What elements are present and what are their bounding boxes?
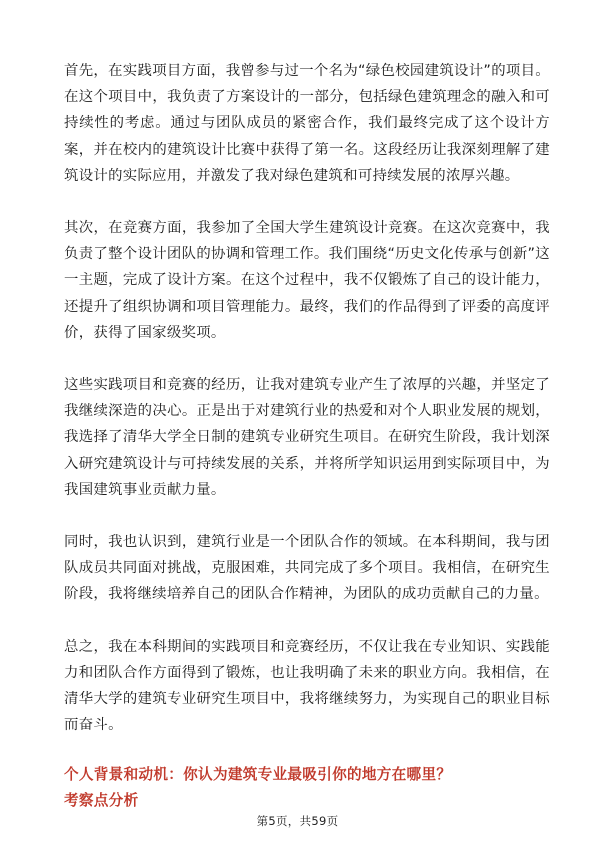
- paragraph-teamwork: 同时，我也认识到，建筑行业是一个团队合作的领域。在本科期间，我与团队成员共同面对挑战，克服困难，共同完成了多个项目。我相信，在研究生阶段，我将继续培养自己的团队合作精神，为团队的成功贡献自己的力量。: [64, 534, 550, 603]
- paragraph-motivation: 这些实践项目和竞赛的经历，让我对建筑专业产生了浓厚的兴趣，并坚定了我继续深造的决心。正是出于对建筑行业的热爱和对个人职业发展的规划，我选择了清华大学全日制的建筑专业研究生项目。在研究生阶段，我计划深入研究建筑设计与可持续发展的关系，并将所学知识运用到实际项目中，为我国建筑事业贡献力量。: [64, 377, 550, 498]
- analysis-subheading: 考察点分析: [64, 792, 139, 810]
- paragraph-conclusion: 总之，我在本科期间的实践项目和竞赛经历，不仅让我在专业知识、实践能力和团队合作方面得到了锻炼，也让我明确了未来的职业方向。我相信，在清华大学的建筑专业研究生项目中，我将继续努力，为实现自己的职业目标而奋斗。: [64, 638, 550, 734]
- question-heading: 个人背景和动机：你认为建筑专业最吸引你的地方在哪里？: [64, 766, 452, 784]
- paragraph-practice-project: 首先，在实践项目方面，我曾参与过一个名为“绿色校园建筑设计”的项目。在这个项目中，我负责了方案设计的一部分，包括绿色建筑理念的融入和可持续性的考虑。通过与团队成员的紧密合作，我们最终完成了这个设计方案，并在校内的建筑设计比赛中获得了第一名。这段经历让我深刻理解了建筑设计的实际应用，并激发了我对绿色建筑和可持续发展的浓厚兴趣。: [64, 63, 550, 184]
- document-body: [64, 58, 550, 814]
- page-number-footer: 第5页，共59页: [256, 814, 339, 828]
- paragraph-competition: 其次，在竞赛方面，我参加了全国大学生建筑设计竞赛。在这次竞赛中，我负责了整个设计团队的协调和管理工作。我们围绕“历史文化传承与创新”这一主题，完成了设计方案。在这个过程中，我不仅锻炼了自己的设计能力，还提升了组织协调和项目管理能力。最终，我们的作品得到了评委的高度评价，获得了国家级奖项。: [64, 220, 550, 341]
